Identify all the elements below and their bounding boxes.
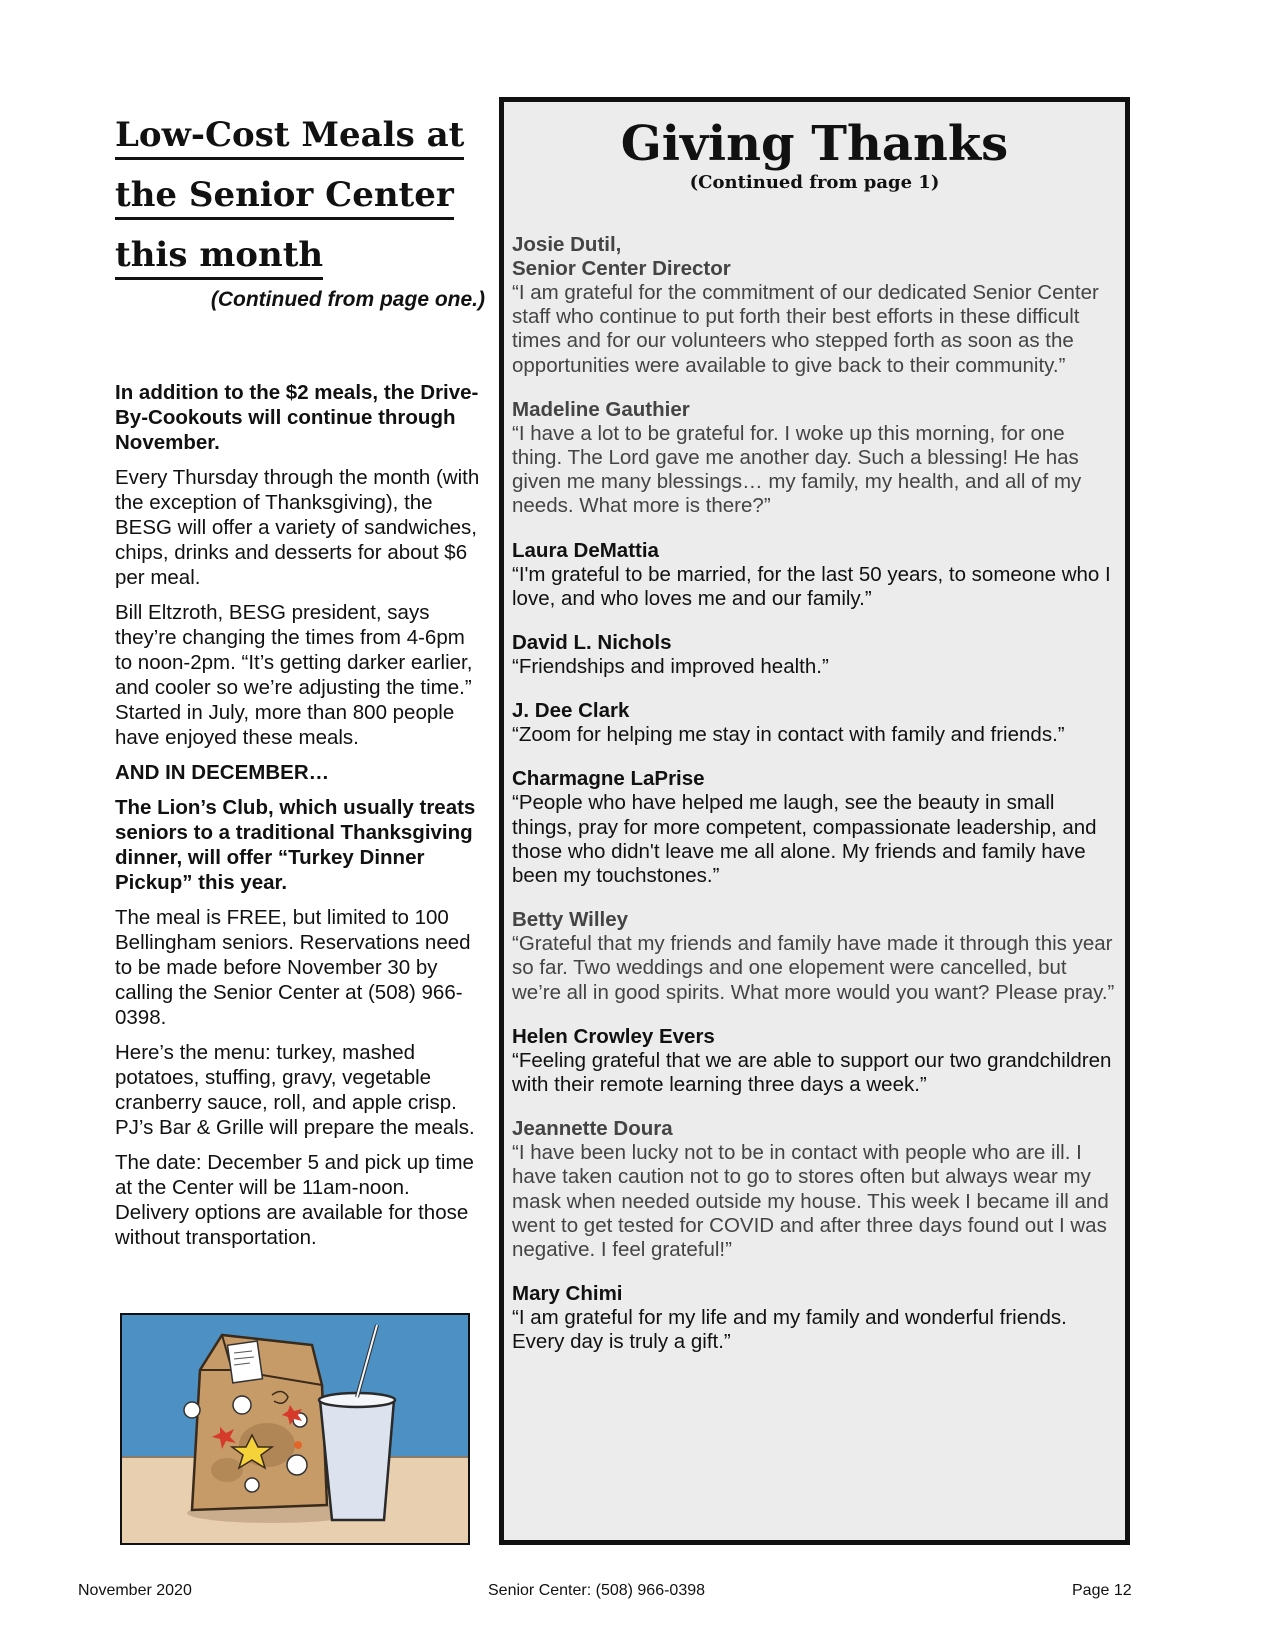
thanks-entry-name: Jeannette Doura [512,1117,673,1141]
thanks-entry-name: Laura DeMattia [512,538,659,562]
title-line: the Senior Center [115,173,454,220]
thanks-entry [512,1117,1117,1262]
thanks-entry-quote: “Feeling grateful that we are able to support our two grandchildren with their remote learning three days a week.” [512,1048,1112,1097]
thanks-entry-quote: “Grateful that my friends and family have made it through this year so far. Two weddings and one elopement were cancelled, but we’re all in good spirits. What more would you want? Please pray.” [512,932,1115,1004]
article-paragraph: The meal is FREE, but limited to 100 Bellingham seniors. Reservations need to be made before November 30 by calling the Senior Center at (508) 966-0398. [115,906,471,1029]
thanks-entry [512,233,1117,378]
thanks-entry-name: David L. Nichols [512,631,672,655]
thanks-entry-quote: “I have been lucky not to be in contact with people who are ill. I have taken caution not to go to stores often but always wear my mask when needed outside my house. This week I became ill and went to get tested for COVID and after three days found out I was negative. I feel grateful!” [512,1141,1109,1262]
giving-thanks-title: Giving Thanks [620,116,1009,172]
thanks-entry [512,908,1117,1005]
thanks-entry [512,1025,1117,1097]
title-line: this month [115,233,323,280]
thanks-entry-quote: “I am grateful for the commitment of our dedicated Senior Center staff who continue to put forth their best efforts in these difficult times and for our volunteers who stepped forth as soon as the opportunities were available to give back to their community.” [512,281,1099,377]
thanks-entry-name: Charmagne LaPrise [512,767,705,791]
takeout-bag-drawing [122,1315,468,1543]
thanks-entry-name: Madeline Gauthier [512,397,690,421]
takeout-bag-illustration [120,1313,470,1545]
thanks-entry [512,699,1117,747]
thanks-entry [512,631,1117,679]
thanks-entry-quote: “I have a lot to be grateful for. I woke up this morning, for one thing. The Lord gave me another day. Such a blessing! He has given me many blessings… my family, my health, and all of my needs. What more is there?” [512,421,1082,518]
thanks-entry-name: Josie Dutil, Senior Center Director [512,233,731,280]
article-paragraph: The Lion’s Club, which usually treats seniors to a traditional Thanksgiving dinner, will offer “Turkey Dinner Pickup” this year. [115,796,476,894]
article-paragraph: Every Thursday through the month (with the exception of Thanksgiving), the BESG will offer a variety of sandwiches, chips, drinks and desserts for about $6 per meal. [115,466,480,589]
article-paragraph: In addition to the $2 meals, the Drive-By-Cookouts will continue through November. [115,381,479,454]
thanks-entry-name: J. Dee Clark [512,699,630,723]
meals-article [115,108,485,1260]
article-paragraph: Here’s the menu: turkey, mashed potatoes, stuffing, gravy, vegetable cranberry sauce, roll, and apple crisp. PJ’s Bar & Grille will prepare the meals. [115,1041,475,1139]
thanks-entry [512,539,1117,611]
continued-note: (Continued from page one.) [210,288,485,311]
meals-article-title [115,108,485,288]
article-paragraph: The date: December 5 and pick up time at the Center will be 11am-noon. Delivery options are available for those without transportation. [115,1151,474,1249]
footer-date: November 2020 [78,1582,192,1599]
thanks-entry-name: Helen Crowley Evers [512,1024,715,1048]
article-paragraph: Bill Eltzroth, BESG president, says they’re changing the times from 4-6pm to noon-2pm. “It’s getting darker earlier, and cooler so we’re adjusting the time.” Started in July, more than 800 people have enjoyed these meals. [115,601,473,749]
thanks-entry [512,398,1117,519]
thanks-entries [504,233,1125,1355]
thanks-entry-quote: “Friendships and improved health.” [512,655,829,679]
thanks-entry [512,1282,1117,1354]
footer-page-number: Page 12 [1072,1582,1132,1599]
giving-thanks-subtitle: (Continued from page 1) [689,172,940,193]
title-line: Low-Cost Meals at [115,113,464,160]
thanks-entry-quote: “I am grateful for my life and my family and wonderful friends. Every day is truly a gift.” [512,1306,1067,1354]
thanks-entry-quote: “I'm grateful to be married, for the last 50 years, to someone who I love, and who loves me and our family.” [512,562,1111,610]
thanks-entry [512,767,1117,888]
thanks-entry-name: Betty Willey [512,908,629,932]
thanks-entry-quote: “People who have helped me laugh, see the beauty in small things, pray for more competent, compassionate leadership, and those who didn't leave me all alone. My friends and family have been my touchstones.” [512,791,1097,888]
thanks-entry-quote: “Zoom for helping me stay in contact with family and friends.” [512,723,1065,747]
article-subheading: AND IN DECEMBER… [115,761,330,784]
giving-thanks-box [499,97,1130,1545]
footer-center-phone: Senior Center: (508) 966-0398 [488,1582,706,1599]
thanks-entry-name: Mary Chimi [512,1282,623,1306]
